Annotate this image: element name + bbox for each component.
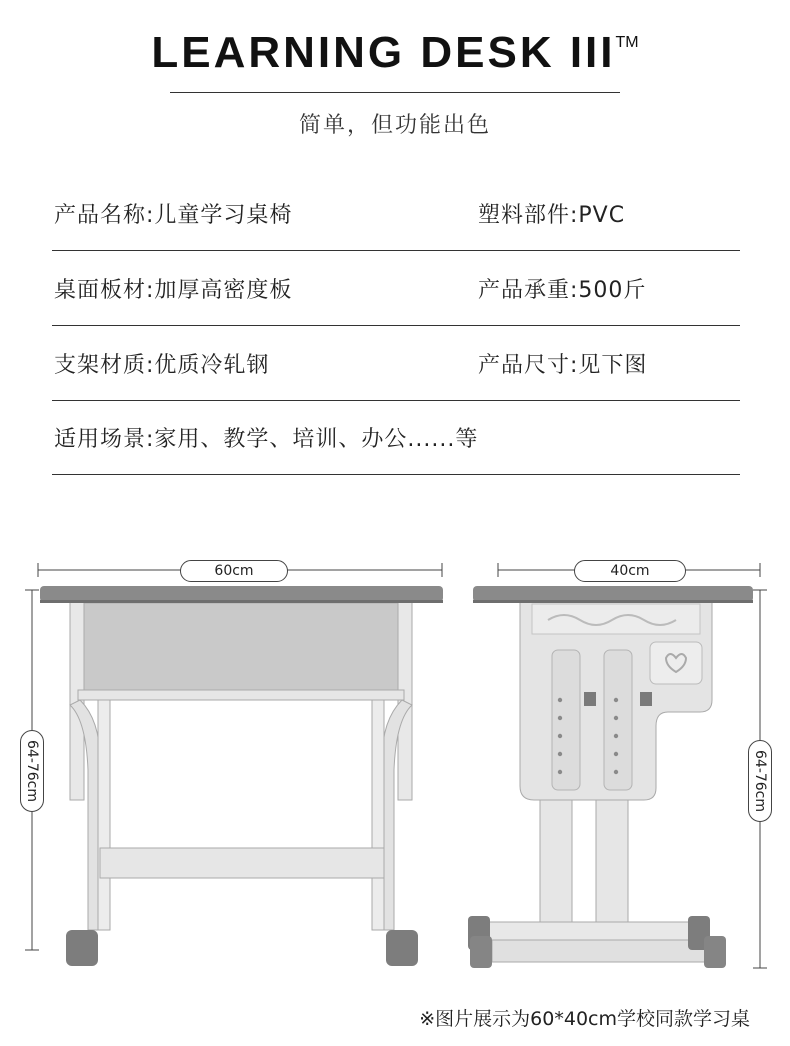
spec-load-capacity: 产品承重:500斤 (478, 278, 647, 303)
front-view-desk (25, 563, 443, 966)
footnote: ※图片展示为60*40cm学校同款学习桌 (419, 1008, 750, 1030)
title-text: LEARNING DESK III (151, 28, 616, 77)
spec-dimensions: 产品尺寸:见下图 (478, 353, 648, 378)
front-width-label: 60cm (180, 560, 288, 582)
side-width-label: 40cm (574, 560, 686, 582)
spec-board-material: 桌面板材:加厚高密度板 (54, 278, 293, 303)
spec-usage-scenarios: 适用场景:家用、教学、培训、办公......等 (54, 427, 479, 452)
side-view-desk (468, 563, 767, 968)
trademark-mark: TM (615, 34, 639, 51)
spec-plastic-parts: 塑料部件:PVC (478, 203, 626, 228)
side-height-label: 64-76cm (748, 740, 772, 822)
spec-product-name: 产品名称:儿童学习桌椅 (54, 203, 293, 228)
spec-frame-material: 支架材质:优质冷轧钢 (54, 353, 270, 378)
subtitle: 简单，但功能出色 (298, 113, 491, 138)
front-height-label: 64-76cm (20, 730, 44, 812)
